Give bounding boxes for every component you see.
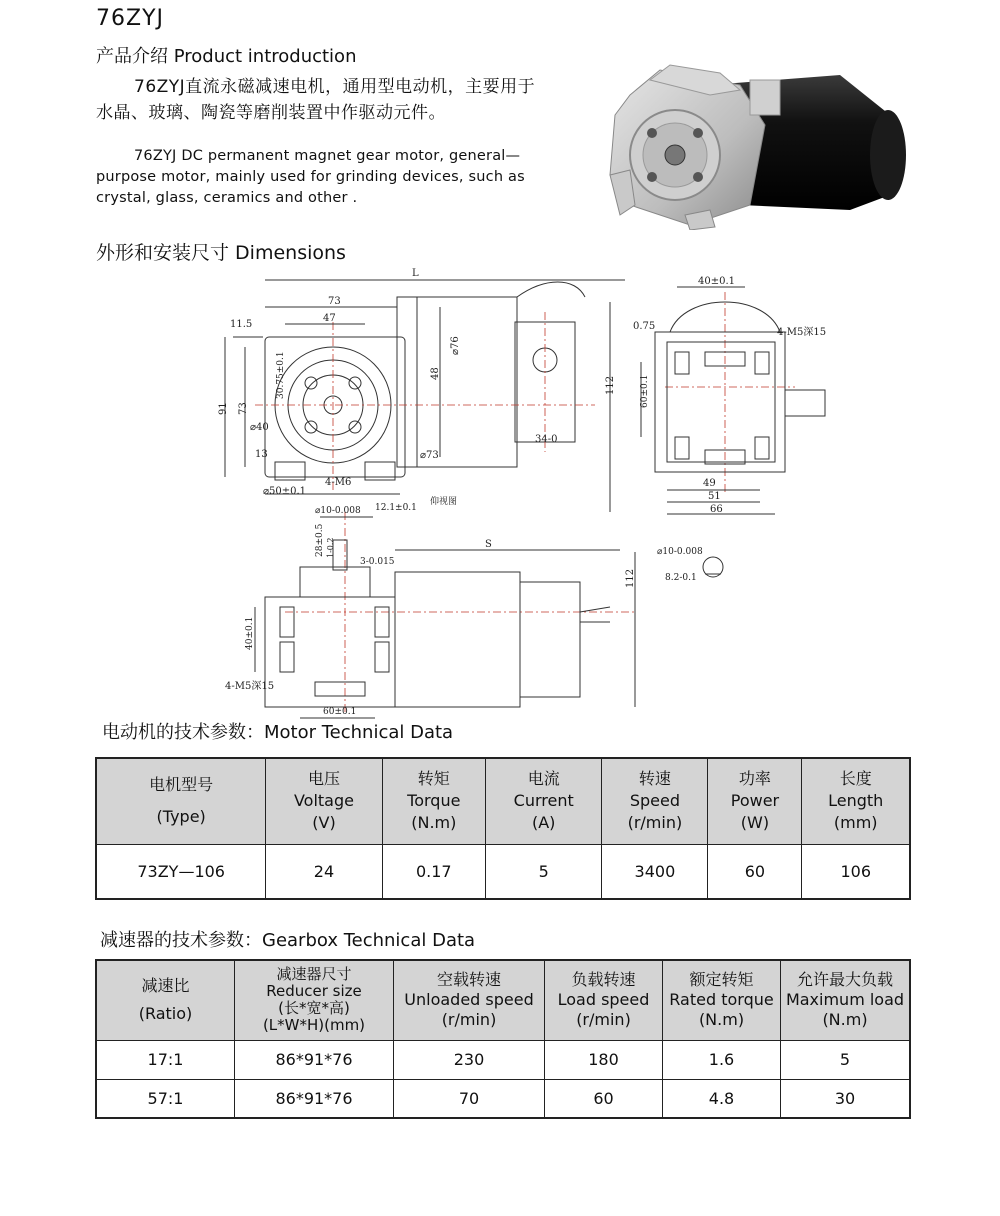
gearbox-data-heading: 减速器的技术参数：Gearbox Technical Data: [100, 930, 476, 951]
header-torque: 转矩 Torque (N.m): [382, 758, 485, 844]
dim-top-40: 40±0.1: [245, 616, 255, 650]
label-bottom-view: 仰视图: [430, 497, 458, 507]
table-row: [96, 844, 910, 899]
cell-unloaded-speed: 230: [394, 1040, 545, 1079]
cell-unloaded-speed: 70: [394, 1079, 545, 1118]
dim-13: 13: [255, 449, 268, 460]
dim-top-3: 3-0.015: [360, 557, 395, 567]
dim-side-60: 60±0.1: [640, 374, 650, 408]
cell-reducer-size: 86*91*76: [235, 1040, 394, 1079]
header-speed: 转速 Speed (r/min): [602, 758, 708, 844]
header-current: 电流 Current (A): [486, 758, 602, 844]
dim-side-66: 66: [710, 504, 723, 515]
dim-11-5: 11.5: [230, 319, 253, 330]
dim-L: L: [412, 268, 419, 279]
dimension-drawings: [215, 262, 955, 722]
header-length: 长度 Length (mm): [802, 758, 910, 844]
cell-maximum-load: 30: [781, 1079, 911, 1118]
header-type: 电机型号 (Type): [96, 758, 266, 844]
table-row: [96, 1040, 910, 1079]
gearbox-header-row: [96, 960, 910, 1040]
cell-rated-torque: 4.8: [663, 1079, 781, 1118]
motor-data-table: [95, 757, 911, 900]
cell-load-speed: 60: [545, 1079, 663, 1118]
header-load-speed: 负载转速 Load speed (r/min): [545, 960, 663, 1040]
dim-phi76: ⌀76: [450, 336, 461, 355]
dim-phi73: ⌀73: [420, 450, 439, 461]
dim-phi40: ⌀40: [250, 422, 269, 433]
dim-top-12-1: 12.1±0.1: [375, 503, 417, 513]
dim-4-m6: 4-M6: [325, 477, 352, 488]
intro-text-zh: 76ZYJ直流永磁减速电机，通用型电动机，主要用于水晶、玻璃、陶瓷等磨削装置中作驱动元件。: [96, 77, 536, 123]
cell-load-speed: 180: [545, 1040, 663, 1079]
dim-30-75: 30.75±0.1: [276, 351, 286, 399]
header-voltage: 电压 Voltage (V): [266, 758, 382, 844]
cell-maximum-load: 5: [781, 1040, 911, 1079]
dim-91: 91: [218, 402, 229, 415]
cell-ratio: 57:1: [96, 1079, 235, 1118]
header-maximum-load: 允许最大负载 Maximum load (N.m): [781, 960, 911, 1040]
dim-side-0-75: 0.75: [633, 321, 656, 332]
intro-heading: 产品介绍 Product introduction: [96, 46, 357, 67]
dim-top-4-m5: 4-M5深15: [225, 681, 275, 692]
dim-phi50: ⌀50±0.1: [263, 486, 307, 497]
dim-side-112: 112: [605, 375, 616, 395]
motor-header-row: [96, 758, 910, 844]
dim-47: 47: [323, 313, 336, 324]
dim-side-4-m5: 4-M5深15: [777, 327, 827, 338]
dim-S: S: [485, 539, 492, 550]
cell-voltage: 24: [266, 844, 382, 899]
model-title: 76ZYJ: [96, 6, 164, 31]
dim-shaft-phi10: ⌀10-0.008: [657, 547, 703, 557]
dim-top-phi10: ⌀10-0.008: [315, 506, 361, 516]
motor-data-heading: 电动机的技术参数：Motor Technical Data: [102, 722, 454, 743]
dim-top-112: 112: [625, 568, 636, 588]
header-reducer-size: 减速器尺寸 Reducer size (长*宽*高) (L*W*H)(mm): [235, 960, 394, 1040]
dim-top-1: 1-0.2: [326, 537, 335, 558]
dim-top-28: 28±0.5: [315, 523, 325, 557]
dim-top-60: 60±0.1: [323, 707, 357, 717]
header-unloaded-speed: 空载转速 Unloaded speed (r/min): [394, 960, 545, 1040]
dim-73: 73: [328, 296, 341, 307]
cell-length: 106: [802, 844, 910, 899]
cell-power: 60: [708, 844, 802, 899]
dim-side-40: 40±0.1: [698, 276, 736, 287]
cell-rated-torque: 1.6: [663, 1040, 781, 1079]
cell-ratio: 17:1: [96, 1040, 235, 1079]
dim-side-51: 51: [708, 491, 721, 502]
cell-reducer-size: 86*91*76: [235, 1079, 394, 1118]
dim-48: 48: [430, 367, 441, 380]
cell-speed: 3400: [602, 844, 708, 899]
dim-34: 34-0: [535, 434, 558, 445]
header-ratio: 减速比 (Ratio): [96, 960, 235, 1040]
dim-73-vertical: 73: [238, 402, 249, 415]
intro-text-en: 76ZYJ DC permanent magnet gear motor, general—purpose motor, mainly used for grinding devices, such as crystal, glass, ceramics and other .: [96, 148, 525, 206]
dim-side-49: 49: [703, 478, 716, 489]
dimensions-heading: 外形和安装尺寸 Dimensions: [96, 242, 346, 264]
bottom-view-drawing: [265, 540, 610, 707]
cell-type: 73ZY—106: [96, 844, 266, 899]
cell-torque: 0.17: [382, 844, 485, 899]
gearbox-data-table: [95, 959, 911, 1119]
motor-product-photo: [590, 55, 920, 230]
dim-shaft-8-2: 8.2-0.1: [665, 573, 697, 583]
cell-current: 5: [486, 844, 602, 899]
table-row: [96, 1079, 910, 1118]
header-power: 功率 Power (W): [708, 758, 802, 844]
header-rated-torque: 额定转矩 Rated torque (N.m): [663, 960, 781, 1040]
